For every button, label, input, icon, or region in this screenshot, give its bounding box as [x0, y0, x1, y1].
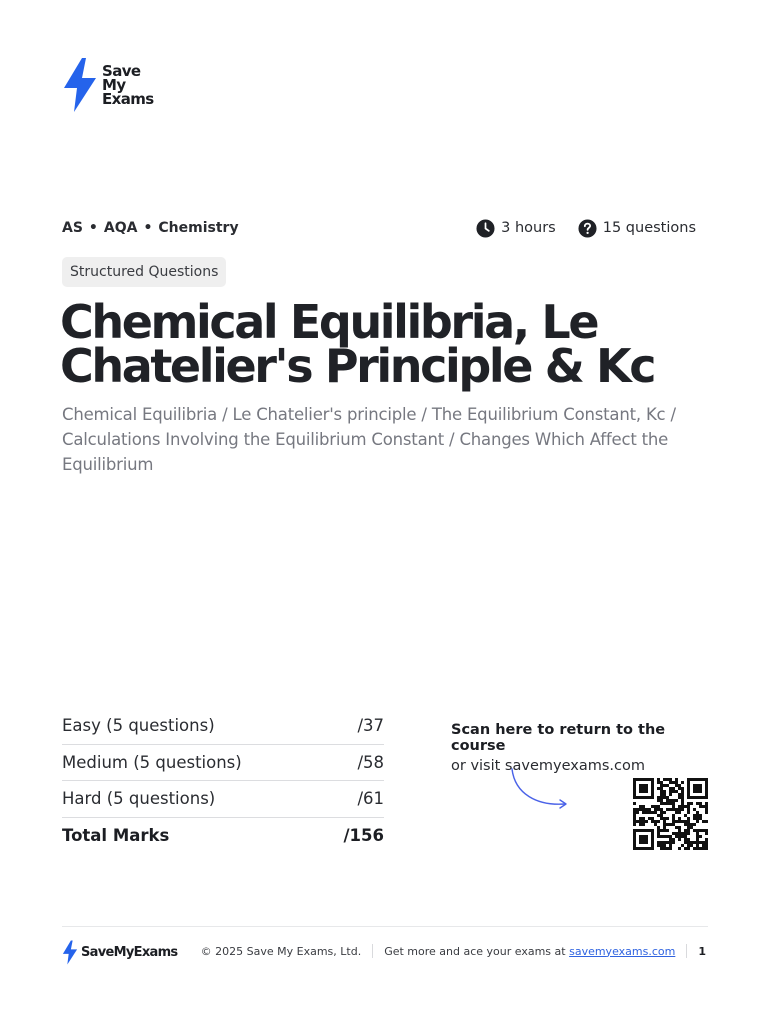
footer-logo	[62, 940, 177, 965]
footer-separator	[686, 944, 687, 958]
question-circle-icon	[578, 219, 597, 238]
curved-arrow-icon	[507, 766, 573, 812]
meta-row	[62, 218, 696, 238]
logo-line-exams: Exams	[102, 90, 154, 108]
footer-info	[201, 944, 706, 958]
footer-divider	[62, 926, 708, 927]
marks-row-easy	[62, 708, 384, 745]
scan-subtitle: or visit savemyexams.com	[451, 758, 645, 774]
qr-code[interactable]	[633, 778, 708, 850]
marks-row-value: /58	[357, 752, 384, 772]
topics-subtitle: Chemical Equilibria / Le Chatelier's principle / The Equilibrium Constant, Kc / Calculations Involving the Equilibrium Constant / Changes Which Affect the Equilibrium	[62, 405, 676, 474]
copyright-text: © 2025 Save My Exams, Ltd.	[200, 944, 362, 958]
total-marks-label: Total Marks	[62, 826, 170, 846]
page-number: 1	[698, 944, 706, 958]
footer-separator	[372, 944, 373, 958]
level-label: AS	[62, 220, 83, 236]
marks-table	[62, 708, 384, 854]
marks-row-total	[62, 818, 384, 855]
marks-row-label: Hard (5 questions)	[62, 789, 216, 809]
footer-logo-text: SaveMyExams	[81, 945, 178, 960]
questions-text: 15 questions	[602, 220, 696, 236]
marks-row-value: /37	[357, 716, 384, 736]
board-label: AQA	[103, 220, 138, 236]
logo-line-save: Save	[102, 62, 141, 80]
marks-row-value: /61	[357, 789, 384, 809]
logo-line-my: My	[102, 76, 126, 94]
savemyexams-link[interactable]: savemyexams.com	[569, 944, 676, 958]
marks-row-hard	[62, 781, 384, 818]
marks-row-medium	[62, 745, 384, 782]
course-breadcrumb	[62, 220, 239, 236]
total-marks-value: /156	[343, 826, 384, 846]
duration-stat	[476, 219, 556, 238]
questions-stat	[578, 219, 696, 238]
subject-label: Chemistry	[158, 220, 239, 236]
clock-icon	[476, 219, 495, 238]
marks-row-label: Easy (5 questions)	[62, 716, 215, 736]
marks-row-label: Medium (5 questions)	[62, 752, 242, 772]
duration-text: 3 hours	[501, 220, 556, 236]
breadcrumb-separator: •	[143, 220, 153, 236]
scan-callout	[451, 722, 713, 774]
footer-cta-text: Get more and ace your exams at	[384, 944, 570, 958]
logo-wordmark	[102, 64, 154, 106]
lightning-bolt-icon	[62, 58, 98, 112]
lightning-bolt-icon	[62, 940, 78, 965]
page-title: Chemical Equilibria, Le Chatelier's Principle & Kc	[60, 295, 655, 393]
footer-cta	[384, 945, 675, 958]
scan-title: Scan here to return to the course	[451, 722, 666, 754]
breadcrumb-separator: •	[88, 220, 98, 236]
question-type-tag: Structured Questions	[62, 257, 226, 287]
brand-logo	[62, 58, 154, 112]
exam-stats	[476, 219, 696, 238]
